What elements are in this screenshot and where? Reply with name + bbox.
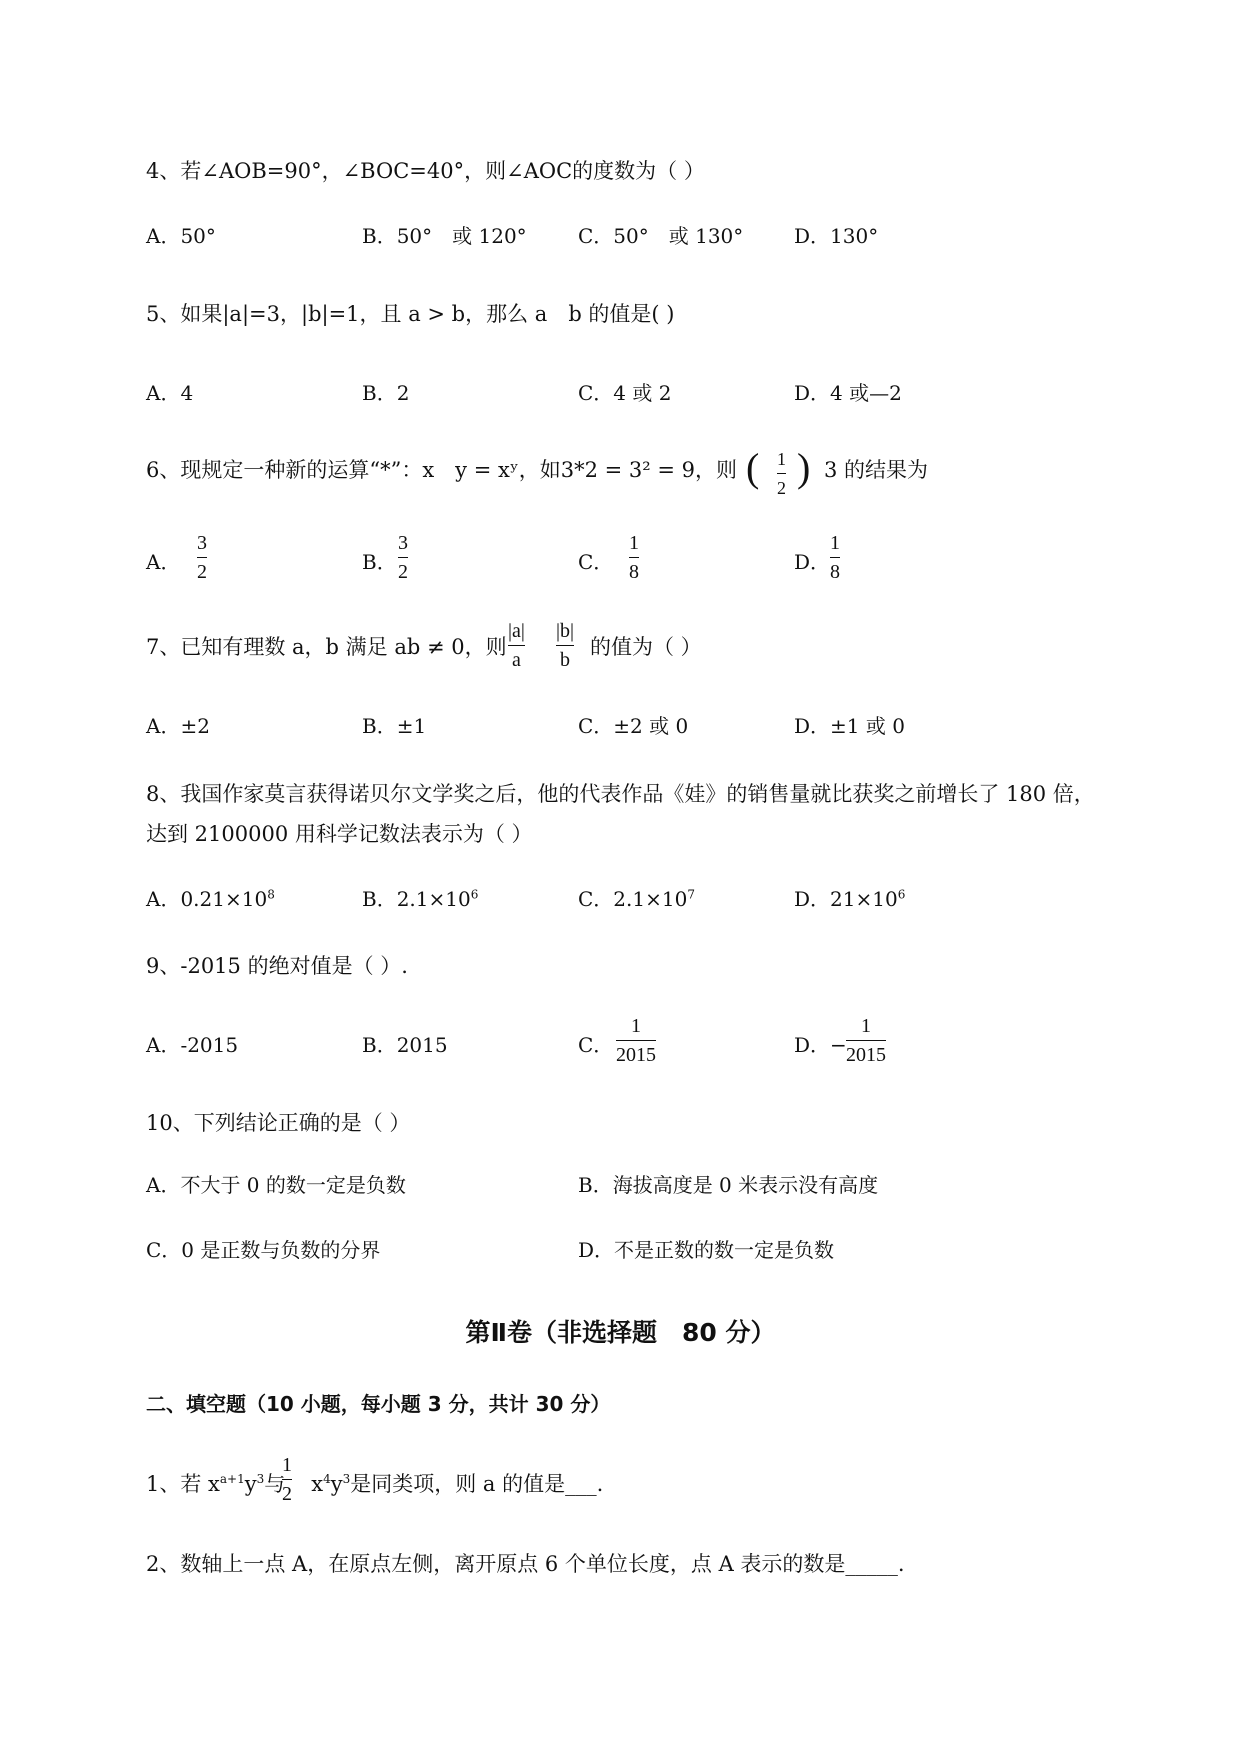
q5-option-d: D．4 或—2 bbox=[794, 381, 902, 405]
q7-option-d: D．±1 或 0 bbox=[794, 714, 905, 738]
fraction-bar bbox=[197, 557, 207, 558]
q9-option-d-label: D．− bbox=[794, 1033, 847, 1057]
exponent: 7 bbox=[687, 887, 695, 902]
question-5-stem: 5、如果|a|=3，|b|=1，且 a > b，那么 a b 的值是( ) bbox=[146, 302, 675, 326]
fraction-bar bbox=[282, 1479, 292, 1480]
left-paren: ( bbox=[746, 445, 760, 490]
q5-option-c: C．4 或 2 bbox=[578, 381, 672, 405]
question-8-stem-line2: 达到 2100000 用科学记数法表示为（ ） bbox=[146, 822, 533, 846]
numerator: 1 bbox=[629, 532, 639, 554]
text: 1、若 x bbox=[146, 1472, 220, 1496]
q8-option-b bbox=[362, 886, 478, 912]
option-text: A．0.21×10 bbox=[146, 887, 268, 911]
option-text: B．2.1×10 bbox=[362, 887, 471, 911]
q4-option-c: C．50° 或 130° bbox=[578, 224, 744, 248]
fraction-bar bbox=[398, 557, 408, 558]
q9-option-b: B．2015 bbox=[362, 1033, 448, 1057]
q5-option-a: A．4 bbox=[146, 381, 194, 405]
numerator: 1 bbox=[830, 532, 840, 554]
q4-option-d: D．130° bbox=[794, 224, 879, 248]
numerator: 1 bbox=[861, 1015, 871, 1037]
text: y bbox=[244, 1472, 257, 1496]
q7-option-a: A．±2 bbox=[146, 714, 210, 738]
numerator: 1 bbox=[282, 1454, 292, 1476]
denominator: 8 bbox=[830, 561, 840, 583]
question-6-stem-pre: 6、现规定一种新的运算“*”：x y = xʸ，如3*2 = 3² = 9，则 bbox=[146, 458, 737, 482]
q9-option-c-label: C． bbox=[578, 1033, 614, 1057]
denominator: 2 bbox=[777, 478, 786, 498]
exponent: a+1 bbox=[219, 1472, 245, 1486]
fill1-fraction bbox=[282, 1453, 292, 1506]
q9-option-d-fraction bbox=[846, 1014, 886, 1067]
q9-option-c-fraction bbox=[616, 1014, 656, 1067]
q10-option-c: C．0 是正数与负数的分界 bbox=[146, 1238, 381, 1262]
exponent: 4 bbox=[323, 1472, 331, 1486]
fraction-bar bbox=[777, 473, 786, 474]
text: 是同类项，则 a 的值是___. bbox=[350, 1472, 604, 1496]
q10-option-a: A．不大于 0 的数一定是负数 bbox=[146, 1173, 406, 1197]
denominator: 2 bbox=[282, 1483, 292, 1505]
q4-option-a: A．50° bbox=[146, 224, 216, 248]
denominator: 8 bbox=[629, 561, 639, 583]
q10-option-b: B．海拔高度是 0 米表示没有高度 bbox=[578, 1173, 879, 1197]
numerator: |a| bbox=[508, 620, 525, 642]
q8-option-a bbox=[146, 886, 275, 912]
denominator: 2 bbox=[398, 561, 408, 583]
question-9-stem: 9、-2015 的绝对值是（ ）. bbox=[146, 954, 408, 978]
q6-option-c-fraction bbox=[629, 531, 639, 584]
fraction-bar bbox=[629, 557, 639, 558]
q6-option-a-label: A． bbox=[146, 550, 181, 574]
q6-option-b-fraction bbox=[398, 531, 408, 584]
numerator: |b| bbox=[556, 620, 575, 642]
denominator: 2015 bbox=[616, 1044, 656, 1066]
question-7-stem-post: 的值为（ ） bbox=[590, 635, 702, 659]
q6-option-d-label: D． bbox=[794, 550, 831, 574]
denominator: b bbox=[560, 649, 570, 671]
option-text: C．2.1×10 bbox=[578, 887, 688, 911]
q6-fraction bbox=[777, 447, 786, 500]
q5-option-b: B．2 bbox=[362, 381, 410, 405]
question-10-stem: 10、下列结论正确的是（ ） bbox=[146, 1111, 411, 1135]
q4-option-b: B．50° 或 120° bbox=[362, 224, 527, 248]
fill-question-1 bbox=[146, 1470, 603, 1498]
question-7-stem-pre: 7、已知有理数 a，b 满足 ab ≠ 0，则 bbox=[146, 635, 507, 659]
fraction-bar bbox=[616, 1040, 656, 1041]
q8-option-d bbox=[794, 886, 905, 912]
numerator: 1 bbox=[777, 449, 786, 469]
q6-option-d-fraction bbox=[830, 531, 840, 584]
text: x bbox=[311, 1472, 324, 1496]
numerator: 1 bbox=[631, 1015, 641, 1037]
exponent: 6 bbox=[470, 887, 479, 902]
question-4-stem: 4、若∠AOB=90°，∠BOC=40°，则∠AOC的度数为（ ） bbox=[146, 159, 705, 183]
q6-option-c-label: C． bbox=[578, 550, 614, 574]
q7-option-b: B．±1 bbox=[362, 714, 427, 738]
fill-question-2: 2、数轴上一点 A，在原点左侧，离开原点 6 个单位长度，点 A 表示的数是_____. bbox=[146, 1552, 905, 1576]
question-8-stem-line1: 8、我国作家莫言获得诺贝尔文学奖之后，他的代表作品《娃》的销售量就比获奖之前增长了 180 倍， bbox=[146, 782, 1095, 806]
text: y bbox=[330, 1472, 343, 1496]
numerator: 3 bbox=[197, 532, 207, 554]
q6-option-a-fraction bbox=[197, 531, 207, 584]
section-subtitle: 二、填空题（10 小题，每小题 3 分，共计 30 分） bbox=[146, 1392, 611, 1416]
numerator: 3 bbox=[398, 532, 408, 554]
fraction-bar bbox=[508, 645, 525, 646]
text: 与 bbox=[264, 1472, 286, 1496]
denominator: a bbox=[512, 649, 521, 671]
question-6-stem-post: 3 的结果为 bbox=[824, 458, 929, 482]
exponent: 3 bbox=[256, 1472, 265, 1486]
q7-fraction-a bbox=[508, 619, 525, 672]
q7-fraction-b bbox=[556, 619, 574, 672]
option-text: D．21×10 bbox=[794, 887, 898, 911]
fraction-bar bbox=[830, 557, 840, 558]
q10-option-d: D．不是正数的数一定是负数 bbox=[578, 1238, 835, 1262]
exponent: 6 bbox=[897, 887, 906, 902]
denominator: 2 bbox=[197, 561, 207, 583]
fraction-bar bbox=[846, 1040, 886, 1041]
exponent: 3 bbox=[342, 1472, 351, 1486]
exponent: 8 bbox=[267, 887, 275, 902]
fraction-bar bbox=[556, 645, 574, 646]
q9-option-a: A．-2015 bbox=[146, 1033, 239, 1057]
section-title: 第Ⅱ卷（非选择题 80 分） bbox=[465, 1318, 776, 1347]
q8-option-c bbox=[578, 886, 695, 912]
q6-option-b-label: B． bbox=[362, 550, 397, 574]
denominator: 2015 bbox=[846, 1044, 886, 1066]
right-paren: ) bbox=[797, 445, 811, 490]
q7-option-c: C．±2 或 0 bbox=[578, 714, 689, 738]
